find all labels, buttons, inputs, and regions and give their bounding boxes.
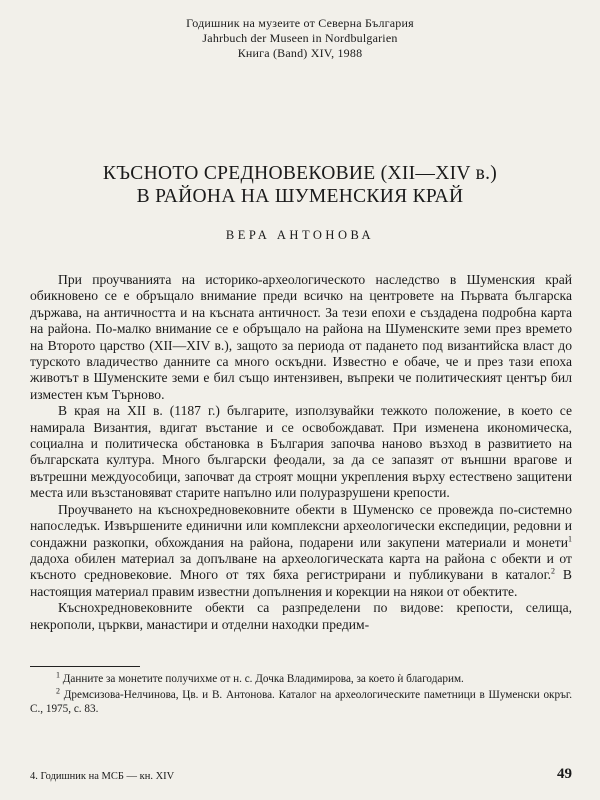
footnote-2-text: Дремсизова-Нелчинова, Цв. и В. Антонова. Каталог на археологическите паметници в Шуменски окръг. С., 1975, с. 83. (30, 689, 572, 715)
footnote-ref-2: 2 (551, 566, 556, 576)
paragraph-3-part-3: В настоящия материал правим известни допълнения и корекции на някои от обектите. (30, 567, 572, 599)
paragraph-4: Къснохредновековните обекти са разпределени по видове: крепости, селища, некрополи, църкви, манастири и отделни находки предим- (30, 600, 572, 632)
footnote-2 (30, 688, 572, 716)
author-name: ВЕРА АНТОНОВА (225, 228, 375, 242)
paragraph-3 (30, 502, 572, 600)
footnote-divider (30, 666, 140, 667)
footnote-1-text: Данните за монетите получихме от н. с. Дочка Владимирова, за което ѝ благодарим. (60, 673, 464, 685)
footer-signature: 4. Годишник на МСБ — кн. XIV (30, 771, 175, 782)
title-line-2: В РАЙОНА НА ШУМЕНСКИЯ КРАЙ (136, 186, 464, 207)
footnote-ref-1: 1 (568, 533, 572, 543)
journal-header (0, 16, 600, 61)
footnotes (30, 672, 572, 718)
paragraph-2: В края на XII в. (1187 г.) българите, използувайки тежкото положение, в което се намирала Византия, вдигат въстание и се освобождават. При изменена икономическа, социална и политическа обстановка в България започва наново възход в развитието на българската култура. Много български феодали, за да се запазят от външни врагове и вътрешни междуособици, започват да строят мощни укрепления върху естествено защитени места или възстановяват старите напълно или полуразрушени крепости. (30, 403, 572, 501)
header-line-bulgarian: Годишник на музеите от Северна България (186, 16, 414, 30)
paragraph-3-part-2: дадоха обилен материал за допълване на археологическата карта на района с обекти и от късното средновековие. Много от тях бяха регистрирани и публикувани в каталог. (30, 550, 572, 583)
article-body (30, 272, 572, 633)
title-line-1: КЪСНОТО СРЕДНОВЕКОВИЕ (XII—XIV в.) (102, 163, 498, 184)
header-line-volume: Книга (Band) XIV, 1988 (237, 46, 363, 60)
paragraph-3-part-1: Проучването на къснохредновековните обекти в Шуменско се провежда по-системно напоследък. Извършените единични или комплексни археологически експедиции, редовни и сондажни разкопки, обхождания на района, подарени или закупени материали и монети (30, 501, 572, 550)
footnote-2-mark: 2 (56, 686, 60, 696)
article-title (0, 162, 600, 208)
footnote-1-mark: 1 (56, 670, 60, 680)
paragraph-1: При проучванията на историко-археологическото наследство в Шуменския край обикновено се е обръщало внимание преди всичко на центровете на Първата българска държава, на античността и на късната античност. За тези епохи е създадена подробна карта на района. По-малко внимание се е обръщало на района на Шуменските земи през времето на Второто царство (XII—XIV в.), защото за периода от падането под византийска власт до турското владичество данните са много оскъдни. Известно е обаче, че и през тази епоха животът в Шуменските земи е бил също интензивен, въпреки че политическият център бил изместен към Търново. (30, 272, 572, 402)
page-number: 49 (557, 766, 572, 782)
header-line-german: Jahrbuch der Museen in Nordbulgarien (202, 31, 398, 45)
footnote-1 (30, 672, 572, 686)
